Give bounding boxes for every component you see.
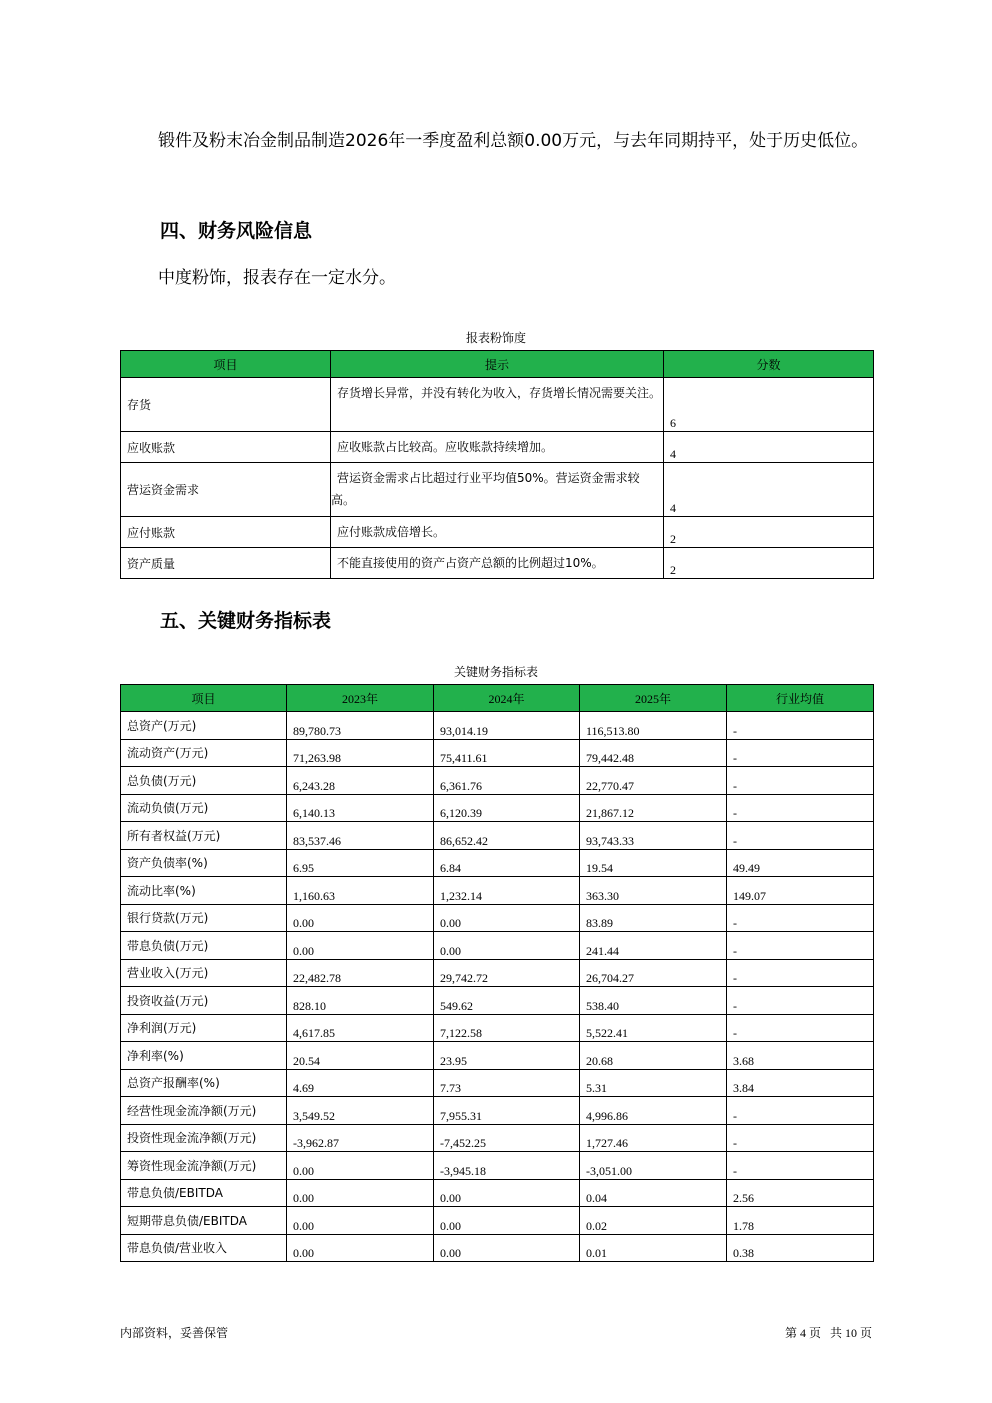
risk-tip-cell: 应付账款成倍增长。 [331,517,664,548]
risk-table-row [121,463,874,517]
risk-tip-cell: 营运资金需求占比超过行业平均值50%。营运资金需求较高。 [331,463,664,517]
metric-name-cell: 流动负债(万元) [121,794,287,822]
metric-value-cell: 3.68 [727,1042,874,1070]
metrics-table-row [121,877,874,905]
metrics-table-row [121,822,874,850]
metric-value-cell: 0.00 [287,1179,434,1207]
metric-value-cell: 1,160.63 [287,877,434,905]
metric-value-cell: 3,549.52 [287,1097,434,1125]
footer-confidential: 内部资料，妥善保管 [120,1326,229,1340]
metric-value-cell: 241.44 [580,932,727,960]
metric-value-cell: 149.07 [727,877,874,905]
risk-score-cell: 4 [664,432,874,463]
metric-name-cell: 筹资性现金流净额(万元) [121,1152,287,1180]
metrics-table-row [121,904,874,932]
column-header: 项目 [121,685,287,712]
metric-name-cell: 净利率(%) [121,1042,287,1070]
risk-table-row [121,378,874,432]
metric-value-cell: 0.00 [287,1207,434,1235]
metric-name-cell: 流动比率(%) [121,877,287,905]
metrics-table-header [121,685,874,712]
metric-value-cell: 6.84 [434,849,580,877]
metric-value-cell: 0.00 [287,1152,434,1180]
metric-name-cell: 带息负债(万元) [121,932,287,960]
metric-value-cell: 0.00 [434,904,580,932]
metric-value-cell: 93,014.19 [434,712,580,740]
metric-value-cell: - [727,822,874,850]
metric-value-cell: 21,867.12 [580,794,727,822]
metric-value-cell: 4,617.85 [287,1014,434,1042]
column-header: 项目 [121,351,331,378]
metric-value-cell: - [727,767,874,795]
risk-tip-cell: 不能直接使用的资产占资产总额的比例超过10%。 [331,548,664,579]
risk-table [120,350,874,579]
metric-value-cell: - [727,904,874,932]
metric-value-cell: 0.00 [434,932,580,960]
metric-value-cell: -3,945.18 [434,1152,580,1180]
metric-value-cell: 0.04 [580,1179,727,1207]
metric-value-cell: 3.84 [727,1069,874,1097]
metric-value-cell: 1,727.46 [580,1124,727,1152]
metric-name-cell: 总资产报酬率(%) [121,1069,287,1097]
metric-value-cell: 75,411.61 [434,739,580,767]
column-header: 2024年 [434,685,580,712]
metric-name-cell: 总负债(万元) [121,767,287,795]
metric-value-cell: 6,120.39 [434,794,580,822]
risk-table-header [121,351,874,378]
metric-value-cell: 29,742.72 [434,959,580,987]
metric-value-cell: 1.78 [727,1207,874,1235]
metrics-table-row [121,1014,874,1042]
metrics-table-row [121,1124,874,1152]
metric-value-cell: - [727,1124,874,1152]
footer-total-label: 共 10 页 [829,1326,872,1340]
metric-value-cell: 0.00 [287,904,434,932]
metric-name-cell: 资产负债率(%) [121,849,287,877]
risk-score-cell: 4 [664,463,874,517]
metric-value-cell: -7,452.25 [434,1124,580,1152]
metric-value-cell: 22,770.47 [580,767,727,795]
metric-value-cell: 0.01 [580,1234,727,1262]
metric-name-cell: 所有者权益(万元) [121,822,287,850]
metric-name-cell: 总资产(万元) [121,712,287,740]
metrics-table-row [121,1097,874,1125]
metric-value-cell: 6,140.13 [287,794,434,822]
metric-value-cell: 19.54 [580,849,727,877]
metric-value-cell: 5,522.41 [580,1014,727,1042]
risk-score-cell: 2 [664,517,874,548]
column-header: 2025年 [580,685,727,712]
metric-value-cell: - [727,712,874,740]
section4-heading: 四、财务风险信息 [160,220,313,242]
metric-value-cell: - [727,1152,874,1180]
metrics-table-row [121,987,874,1015]
column-header: 提示 [331,351,664,378]
metrics-table-row [121,932,874,960]
metric-value-cell: - [727,1014,874,1042]
metric-value-cell: 549.62 [434,987,580,1015]
metrics-table-row [121,849,874,877]
column-header: 2023年 [287,685,434,712]
metrics-table-row [121,1179,874,1207]
metric-name-cell: 投资性现金流净额(万元) [121,1124,287,1152]
risk-score-cell: 2 [664,548,874,579]
section5-heading: 五、关键财务指标表 [160,610,332,632]
risk-tip-cell: 存货增长异常，并没有转化为收入，存货增长情况需要关注。 [331,378,664,432]
metric-value-cell: 23.95 [434,1042,580,1070]
metrics-table-row [121,794,874,822]
metric-value-cell: 22,482.78 [287,959,434,987]
risk-table-row [121,432,874,463]
column-header: 行业均值 [727,685,874,712]
metrics-table-row [121,1042,874,1070]
metrics-table-row [121,1152,874,1180]
metric-value-cell: -3,962.87 [287,1124,434,1152]
risk-table-row [121,517,874,548]
metric-value-cell: 5.31 [580,1069,727,1097]
metric-name-cell: 银行贷款(万元) [121,904,287,932]
metric-name-cell: 带息负债/EBITDA [121,1179,287,1207]
metrics-table-row [121,712,874,740]
metric-name-cell: 投资收益(万元) [121,987,287,1015]
metric-value-cell: 0.00 [287,932,434,960]
metric-value-cell: 0.00 [434,1179,580,1207]
metric-value-cell: 828.10 [287,987,434,1015]
metric-name-cell: 净利润(万元) [121,1014,287,1042]
intro-paragraph: 锻件及粉末冶金制品制造2026年一季度盈利总额0.00万元，与去年同期持平，处于历史低位。 [158,131,869,151]
metrics-table-row [121,1207,874,1235]
metric-name-cell: 短期带息负债/EBITDA [121,1207,287,1235]
metrics-table-row [121,1069,874,1097]
metric-value-cell: 83.89 [580,904,727,932]
metric-name-cell: 营业收入(万元) [121,959,287,987]
metric-value-cell: 0.00 [434,1234,580,1262]
metric-value-cell: - [727,932,874,960]
risk-tip-cell: 应收账款占比较高。应收账款持续增加。 [331,432,664,463]
metric-name-cell: 带息负债/营业收入 [121,1234,287,1262]
risk-item-cell: 应付账款 [121,517,331,548]
metric-value-cell: 0.00 [434,1207,580,1235]
metrics-table [120,684,874,1262]
metric-value-cell: 83,537.46 [287,822,434,850]
risk-item-cell: 应收账款 [121,432,331,463]
metrics-table-row [121,959,874,987]
metric-value-cell: 49.49 [727,849,874,877]
metrics-table-row [121,739,874,767]
metric-value-cell: 26,704.27 [580,959,727,987]
metric-value-cell: - [727,959,874,987]
metric-value-cell: 116,513.80 [580,712,727,740]
metric-value-cell: 0.00 [287,1234,434,1262]
metric-value-cell: 20.68 [580,1042,727,1070]
metric-value-cell: 1,232.14 [434,877,580,905]
metric-value-cell: 20.54 [287,1042,434,1070]
metric-name-cell: 经营性现金流净额(万元) [121,1097,287,1125]
risk-table-row [121,548,874,579]
metric-value-cell: 6,361.76 [434,767,580,795]
metric-value-cell: 6,243.28 [287,767,434,795]
footer-page-number [785,1324,872,1341]
metric-value-cell: 86,652.42 [434,822,580,850]
metric-value-cell: 7,955.31 [434,1097,580,1125]
metric-value-cell: 538.40 [580,987,727,1015]
footer-page-label: 第 4 页 [784,1326,821,1340]
metric-value-cell: 7,122.58 [434,1014,580,1042]
risk-summary: 中度粉饰，报表存在一定水分。 [158,268,396,288]
metric-value-cell: - [727,794,874,822]
metric-value-cell: 7.73 [434,1069,580,1097]
metric-value-cell: - [727,987,874,1015]
metric-value-cell: 89,780.73 [287,712,434,740]
metric-value-cell: 71,263.98 [287,739,434,767]
metric-value-cell: 2.56 [727,1179,874,1207]
risk-item-cell: 营运资金需求 [121,463,331,517]
metrics-table-caption: 关键财务指标表 [453,665,538,679]
metric-value-cell: 6.95 [287,849,434,877]
metric-value-cell: 79,442.48 [580,739,727,767]
metric-value-cell: 4.69 [287,1069,434,1097]
metrics-table-row [121,1234,874,1262]
metric-name-cell: 流动资产(万元) [121,739,287,767]
risk-score-cell: 6 [664,378,874,432]
metric-value-cell: 0.02 [580,1207,727,1235]
metric-value-cell: - [727,1097,874,1125]
column-header: 分数 [664,351,874,378]
metric-value-cell: -3,051.00 [580,1152,727,1180]
metric-value-cell: 93,743.33 [580,822,727,850]
metric-value-cell: 4,996.86 [580,1097,727,1125]
risk-item-cell: 资产质量 [121,548,331,579]
risk-item-cell: 存货 [121,378,331,432]
risk-table-caption: 报表粉饰度 [465,331,526,345]
metric-value-cell: 363.30 [580,877,727,905]
metrics-table-row [121,767,874,795]
metric-value-cell: 0.38 [727,1234,874,1262]
metric-value-cell: - [727,739,874,767]
